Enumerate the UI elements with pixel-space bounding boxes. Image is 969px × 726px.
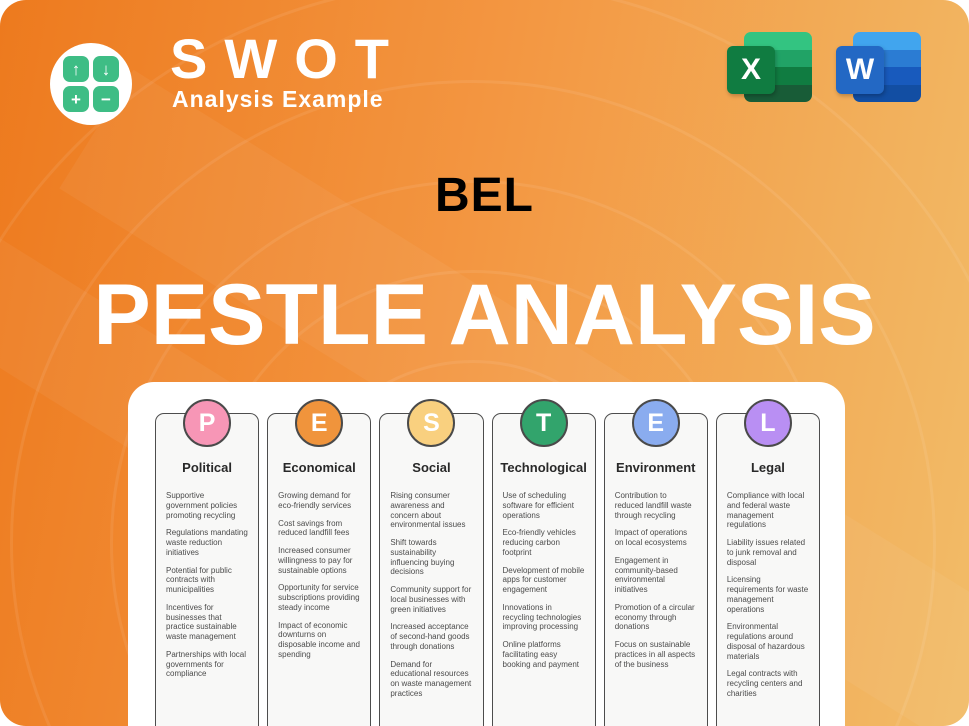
list-item: Focus on sustainable practices in all aspects of the business	[614, 640, 696, 669]
list-item: Rising consumer awareness and concern about environmental issues	[390, 491, 466, 530]
column-items-technological	[493, 491, 595, 669]
list-item: Online platforms facilitating easy booking and payment	[502, 640, 580, 669]
list-item: Engagement in community-based environmental initiatives	[614, 555, 678, 594]
column-title-environment: Environment	[616, 460, 696, 475]
list-item: Community support for local businesses with green initiatives	[390, 585, 472, 614]
excel-letter-tile: X	[727, 46, 775, 94]
pestle-column-technological	[492, 408, 596, 726]
list-item: Development of mobile apps for customer engagement	[502, 565, 585, 594]
list-item: Legal contracts with recycling centers and charities	[726, 669, 803, 698]
column-items-legal	[717, 491, 819, 699]
word-letter-tile: W	[836, 46, 884, 94]
column-title-political: Political	[182, 460, 233, 475]
list-item: Shift towards sustainability influencing buying decisions	[390, 538, 455, 577]
swot-logo	[50, 43, 132, 125]
excel-file-icon[interactable]	[727, 30, 813, 104]
column-items-social	[380, 491, 482, 699]
minus-icon: −	[93, 86, 119, 112]
pestle-card	[128, 382, 845, 726]
list-item: Opportunity for service subscriptions providing steady income	[278, 583, 360, 612]
calculator-tiles-icon	[63, 56, 119, 112]
list-item: Environmental regulations around disposal of hazardous materials	[726, 622, 805, 661]
list-item: Contribution to reduced landfill waste through recycling	[614, 491, 692, 520]
list-item: Incentives for businesses that practice sustainable waste management	[166, 602, 237, 641]
list-item: Supportive government policies promoting recycling	[166, 491, 238, 520]
brand-subtitle: Analysis Example	[172, 86, 384, 112]
list-item: Impact of economic downturns on disposable income and spending	[278, 620, 361, 659]
list-item: Partnerships with local governments for compliance	[166, 649, 247, 679]
column-title-technological: Technological	[500, 460, 587, 475]
pestle-column-legal	[716, 408, 820, 726]
brand-title: SWOT	[170, 27, 406, 90]
column-items-economical	[268, 491, 370, 660]
list-item: Impact of operations on local ecosystems	[614, 528, 688, 547]
arrow-up-icon: ↑	[63, 56, 89, 82]
letter-badge-l: L	[744, 399, 792, 447]
pestle-column-environment	[604, 408, 708, 726]
list-item: Increased acceptance of second-hand goods through donations	[390, 622, 470, 651]
letter-badge-s: S	[407, 399, 455, 447]
list-item: Demand for educational resources on waste management practices	[390, 659, 472, 698]
column-items-environment	[605, 491, 707, 669]
pestle-column-social	[379, 408, 483, 726]
list-item: Growing demand for eco-friendly services	[278, 491, 352, 510]
plus-icon: +	[63, 86, 89, 112]
list-item: Promotion of a circular economy through donations	[614, 602, 695, 632]
letter-badge-p: P	[183, 399, 231, 447]
company-name: BEL	[435, 169, 534, 222]
list-item: Regulations mandating waste reduction initiatives	[166, 528, 248, 557]
list-item: Potential for public contracts with municipalities	[166, 565, 232, 594]
list-item: Eco-friendly vehicles reducing carbon footprint	[502, 528, 576, 557]
column-title-social: Social	[412, 460, 451, 475]
letter-badge-t: T	[520, 399, 568, 447]
list-item: Use of scheduling software for efficient operations	[502, 491, 574, 520]
letter-badge-e1: E	[295, 399, 343, 447]
list-item: Increased consumer willingness to pay for sustainable options	[278, 546, 353, 575]
word-file-icon[interactable]	[836, 30, 922, 104]
list-item: Innovations in recycling technologies improving processing	[502, 602, 582, 632]
letter-badge-e2: E	[632, 399, 680, 447]
pestle-column-economical	[267, 408, 371, 726]
pestle-analysis-title: PESTLE ANALYSIS	[93, 267, 876, 363]
pestle-columns	[155, 408, 820, 726]
column-items-political	[156, 491, 258, 679]
pestle-column-political	[155, 408, 259, 726]
column-title-legal: Legal	[750, 460, 785, 475]
column-title-economical: Economical	[282, 460, 356, 475]
arrow-down-icon: ↓	[93, 56, 119, 82]
list-item: Compliance with local and federal waste management regulations	[726, 491, 805, 530]
list-item: Cost savings from reduced landfill fees	[278, 518, 350, 538]
list-item: Liability issues related to junk removal and disposal	[726, 538, 806, 567]
list-item: Licensing requirements for waste management operations	[726, 575, 809, 614]
